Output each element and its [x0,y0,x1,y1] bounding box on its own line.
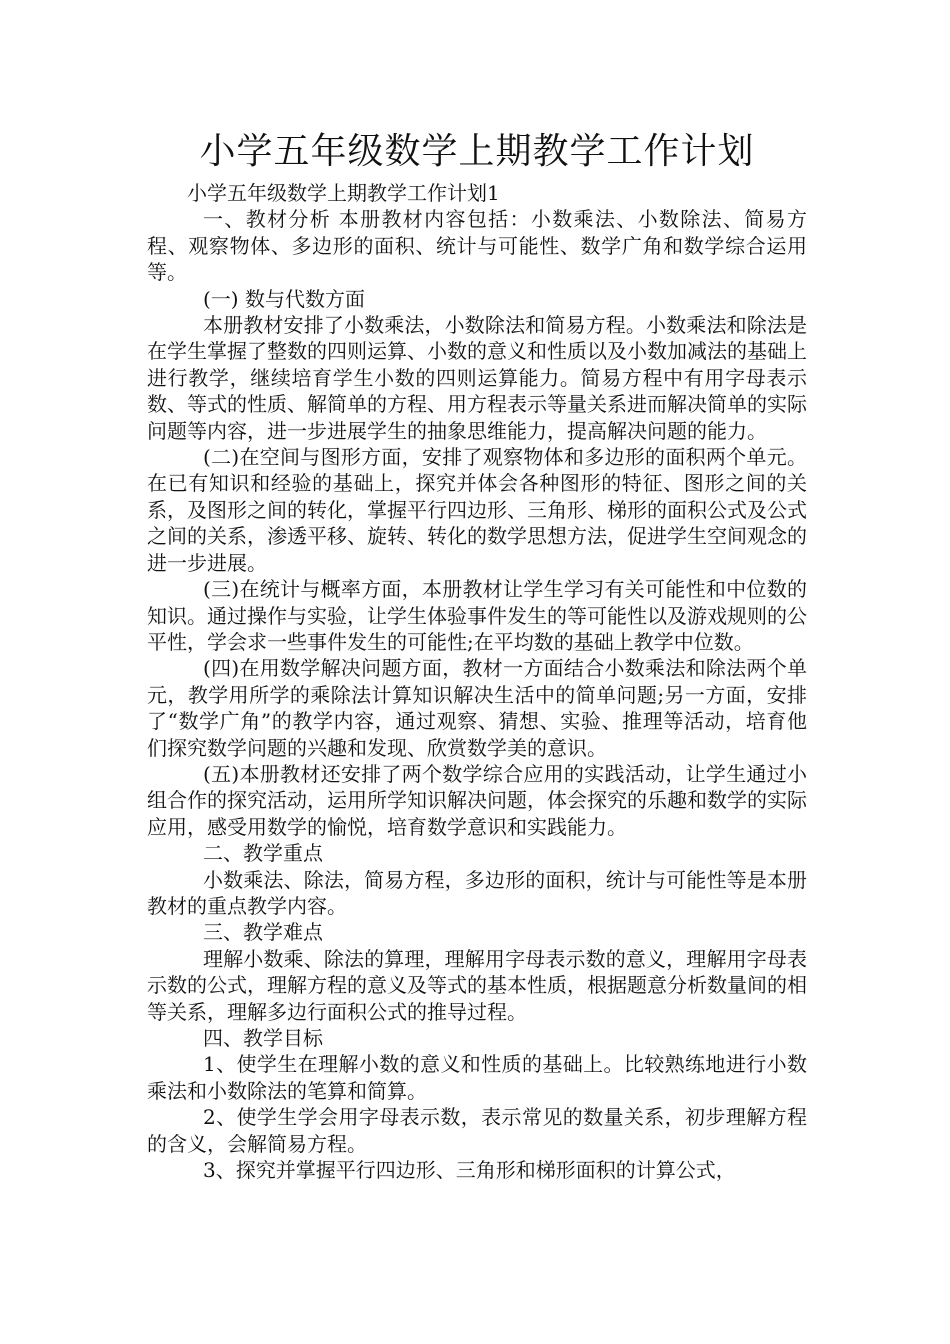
heading-difficulties: 三、教学难点 [203,920,323,945]
objective-item-2: 2、使学生学会用字母表示数，表示常见的数量关系，初步理解方程的含义，会解简易方程。 [147,1105,807,1156]
heading-key-points: 二、教学重点 [203,841,323,866]
heading-number-algebra: (一) 数与代数方面 [203,286,365,311]
paragraph-difficulties: 理解小数乘、除法的算理，理解用字母表示数的意义，理解用字母表示数的公式，理解方程的意义及等式的基本性质，根据题意分析数量间的相等关系，理解多边行面积公式的推导过程。 [147,946,807,1024]
objective-item-1: 1、使学生在理解小数的意义和性质的基础上。比较熟练地进行小数乘法和小数除法的笔算和简算。 [147,1052,807,1103]
paragraph-space-geometry: (二)在空间与图形方面，安排了观察物体和多边形的面积两个单元。在已有知识和经验的基础上，探究并体会各种图形的特征、图形之间的关系，及图形之间的转化，掌握平行四边形、三角形、梯形的面积公式及公式之间的关系，渗透平移、旋转、转化的数学思想方法，促进学生空间观念的进一步进展。 [147,445,807,575]
paragraph-textbook-analysis: 一、教材分析 本册教材内容包括：小数乘法、小数除法、简易方程、观察物体、多边形的面积、统计与可能性、数学广角和数学综合运用等。 [147,207,807,285]
document-title: 小学五年级数学上期教学工作计划 [199,131,755,172]
document-subtitle: 小学五年级数学上期教学工作计划1 [187,181,500,205]
paragraph-number-algebra: 本册教材安排了小数乘法，小数除法和简易方程。小数乘法和除法是在学生掌握了整数的四则运算、小数的意义和性质以及小数加减法的基础上进行教学，继续培育学生小数的四则运算能力。简易方程中有用字母表示数、等式的性质、解简单的方程、用方程表示等量关系进而解决简单的实际问题等内容，进一步进展学生的抽象思维能力，提高解决问题的能力。 [147,313,807,443]
paragraph-key-points: 小数乘法、除法，简易方程，多边形的面积，统计与可能性等是本册教材的重点教学内容。 [147,867,807,918]
objective-item-3: 3、探究并掌握平行四边形、三角形和梯形面积的计算公式， [203,1158,736,1183]
paragraph-statistics-probability: (三)在统计与概率方面，本册教材让学生学习有关可能性和中位数的知识。通过操作与实验，让学生体验事件发生的等可能性以及游戏规则的公平性，学会求一些事件发生的可能性;在平均数的基础上教学中位数。 [147,577,807,654]
heading-objectives: 四、教学目标 [203,1026,323,1050]
paragraph-problem-solving: (四)在用数学解决问题方面，教材一方面结合小数乘法和除法两个单元，教学用所学的乘除法计算知识解决生活中的简单问题;另一方面，安排了“数学广角”的教学内容，通过观察、猜想、实验、推理等活动，培育他们探究数学问题的兴趣和发现、欣赏数学美的意识。 [147,656,807,760]
document-page [147,128,807,1183]
paragraph-practice-activities: (五)本册教材还安排了两个数学综合应用的实践活动，让学生通过小组合作的探究活动，运用所学知识解决问题，体会探究的乐趣和数学的实际应用，感受用数学的愉悦，培育数学意识和实践能力。 [147,761,807,839]
